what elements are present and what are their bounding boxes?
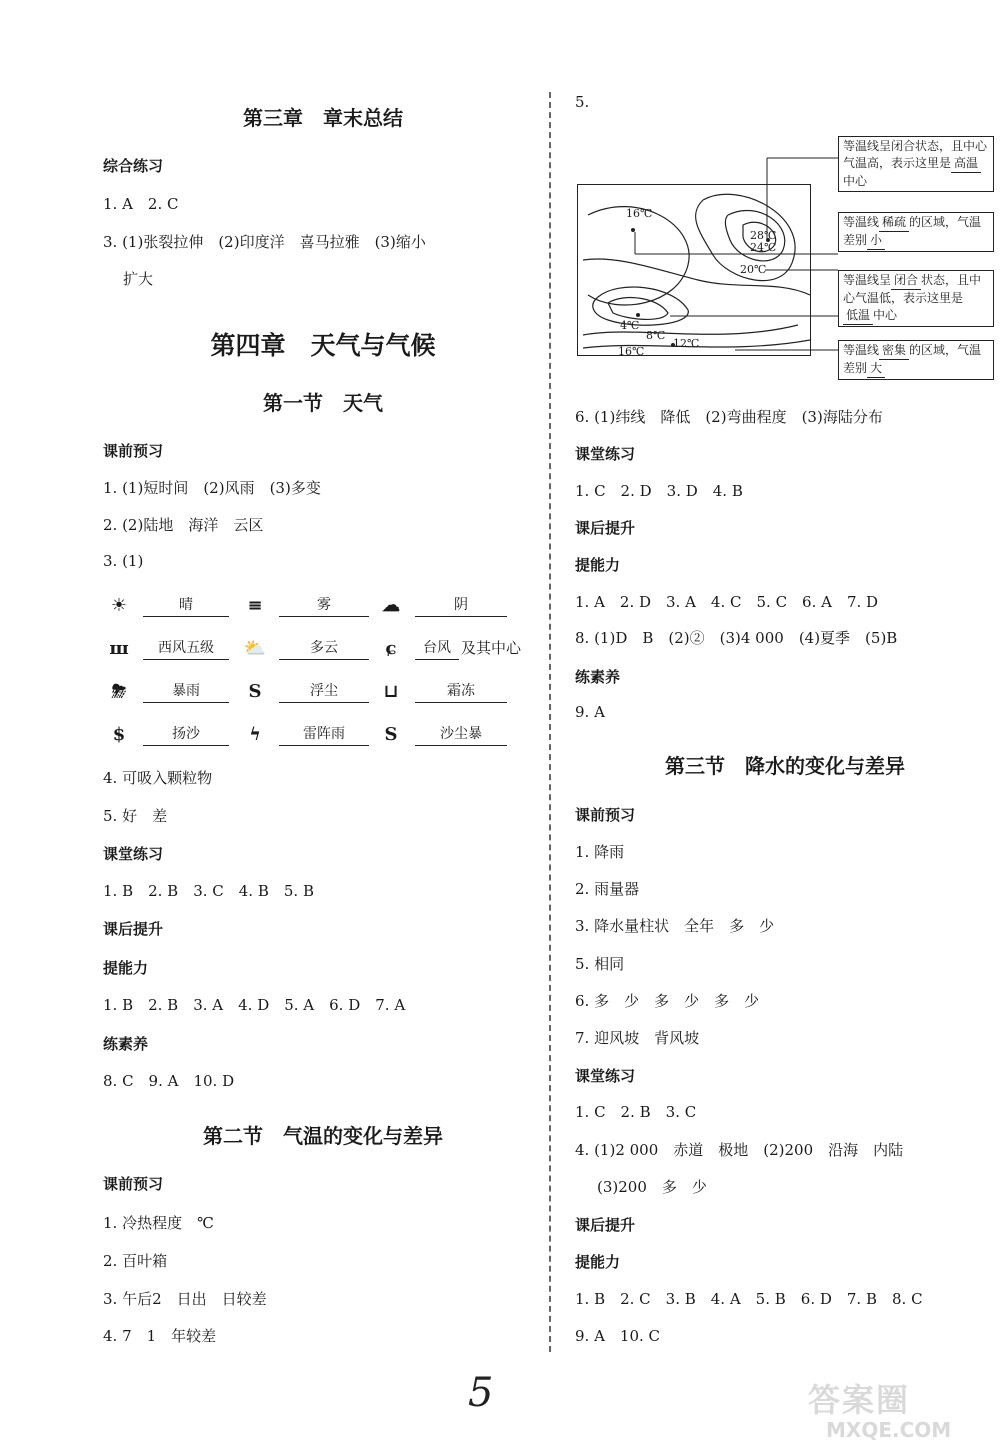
- cloudy-icon: ⛅: [243, 638, 267, 659]
- subheading-literacy: 练素养: [575, 668, 621, 686]
- answer-line: 4. (1)2 000 赤道 极地 (2)200 沿海 内陆: [575, 1141, 904, 1159]
- left-column: [103, 0, 543, 1445]
- answer-blank: 多云: [279, 637, 369, 660]
- answer-blank: 浮尘: [279, 680, 369, 703]
- answer-line: 3. 午后2 日出 日较差: [103, 1290, 267, 1308]
- symbol-row: [103, 637, 543, 669]
- frost-icon: ⊔: [383, 681, 399, 702]
- answer-line: 8. C 9. A 10. D: [103, 1072, 235, 1090]
- sandstorm-icon: S: [384, 724, 398, 745]
- sun-icon: ☀: [110, 595, 128, 616]
- answer-line: 1. C 2. D 3. D 4. B: [575, 482, 743, 500]
- page-number: 5: [468, 1370, 494, 1416]
- answer-line: 6. 多 少 多 少 多 少: [575, 992, 760, 1010]
- answer-line: 2. 雨量器: [575, 880, 640, 898]
- answer-line: 扩大: [123, 270, 154, 288]
- answer-line: 1. A 2. C: [103, 195, 179, 213]
- callout-leaders: [575, 150, 845, 390]
- dust-icon: S: [248, 681, 262, 702]
- answer-blank: 扬沙: [143, 723, 229, 746]
- thunderstorm-icon: ϟ: [249, 724, 261, 745]
- answer-blank: 沙尘暴: [415, 723, 507, 746]
- isotherm-label: 8℃: [646, 329, 666, 342]
- isotherm-label: 12℃: [673, 337, 700, 350]
- answer-line: 1. B 2. C 3. B 4. A 5. B 6. D 7. B 8. C: [575, 1290, 923, 1308]
- answer-blank: 暴雨: [143, 680, 229, 703]
- subheading-ability: 提能力: [575, 556, 621, 574]
- blowing-sand-icon: $: [112, 724, 126, 745]
- answer-blank: 雷阵雨: [279, 723, 369, 746]
- answer-blank: 台风: [415, 637, 459, 660]
- typhoon-icon: ɕ: [385, 638, 397, 659]
- isotherm-label: 24℃: [750, 241, 777, 254]
- overcast-icon: ☁: [382, 595, 400, 616]
- chapter-3-title: 第三章 章末总结: [243, 106, 403, 130]
- section-3-title: 第三节 降水的变化与差异: [665, 754, 905, 778]
- subheading-class: 课堂练习: [575, 445, 636, 463]
- answer-line: 4. 可吸入颗粒物: [103, 769, 213, 787]
- answer-blank: 晴: [143, 594, 229, 617]
- subheading-ability: 提能力: [575, 1253, 621, 1271]
- subheading-class: 课堂练习: [575, 1067, 636, 1085]
- isotherm-label: 16℃: [626, 207, 653, 220]
- wind-icon: ш: [109, 638, 129, 659]
- isotherm-label: 28℃: [750, 229, 777, 242]
- answer-line: 9. A 10. C: [575, 1327, 661, 1345]
- answer-line: 9. A: [575, 703, 605, 721]
- answer-line: 6. (1)纬线 降低 (2)弯曲程度 (3)海陆分布: [575, 408, 883, 426]
- symbol-row: [103, 723, 543, 755]
- answer-line: 1. 冷热程度 ℃: [103, 1214, 214, 1232]
- subheading-preview: 课前预习: [103, 1175, 164, 1193]
- subheading-preview: 课前预习: [575, 806, 636, 824]
- isotherm-label: 4℃: [620, 319, 640, 332]
- answer-line: 4. 7 1 年较差: [103, 1327, 217, 1345]
- answer-blank: 阴: [415, 594, 507, 617]
- answer-blank: 西风五级: [143, 637, 229, 660]
- typhoon-suffix: 及其中心: [461, 639, 522, 657]
- chapter-4-title: 第四章 天气与气候: [210, 331, 436, 360]
- watermark-logo: 答案圈: [808, 1381, 911, 1419]
- subheading-comprehensive: 综合练习: [103, 157, 164, 175]
- answer-line: 1. (1)短时间 (2)风雨 (3)多变: [103, 479, 321, 497]
- answer-line: (3)200 多 少: [597, 1178, 707, 1196]
- answer-line: 8. (1)D B (2)② (3)4 000 (4)夏季 (5)B: [575, 629, 898, 647]
- section-2-title: 第二节 气温的变化与差异: [203, 1124, 443, 1148]
- callout-high-temp: 等温线呈闭合状态，且中心气温高，表示这里是 高温中心: [838, 136, 994, 192]
- subheading-after: 课后提升: [575, 519, 636, 537]
- isotherm-label: 20℃: [740, 263, 767, 276]
- subheading-ability: 提能力: [103, 959, 149, 977]
- subheading-literacy: 练素养: [103, 1035, 149, 1053]
- subheading-preview: 课前预习: [103, 442, 164, 460]
- callout-sparse: 等温线 稀疏 的区域，气温差别 小: [838, 212, 994, 252]
- column-divider: [549, 92, 551, 1352]
- callout-dense: 等温线 密集 的区域，气温差别 大: [838, 340, 994, 380]
- answer-blank: 霜冻: [415, 680, 507, 703]
- symbol-row: [103, 594, 543, 626]
- figure-number: 5.: [575, 93, 590, 111]
- answer-line: 1. B 2. B 3. C 4. B 5. B: [103, 882, 314, 900]
- subheading-after: 课后提升: [575, 1216, 636, 1234]
- subheading-after: 课后提升: [103, 920, 164, 938]
- answer-line: 3. (1)张裂拉伸 (2)印度洋 喜马拉雅 (3)缩小: [103, 233, 426, 251]
- right-column: [575, 0, 995, 1445]
- callout-low-temp: 等温线呈 闭合 状态，且中心气温低，表示这里是低温 中心: [838, 270, 994, 327]
- answer-line: 2. 百叶箱: [103, 1252, 168, 1270]
- isotherm-label: 16℃: [618, 345, 645, 358]
- answer-line: 7. 迎风坡 背风坡: [575, 1029, 700, 1047]
- answer-blank: 雾: [279, 594, 369, 617]
- rainstorm-icon: ⛈: [111, 681, 127, 702]
- answer-line: 3. 降水量柱状 全年 多 少: [575, 917, 775, 935]
- answer-line: 1. A 2. D 3. A 4. C 5. C 6. A 7. D: [575, 593, 879, 611]
- answer-line: 5. 相同: [575, 955, 625, 973]
- fog-icon: ≡: [247, 595, 263, 616]
- watermark-url: MXQE.COM: [826, 1418, 952, 1442]
- symbol-row: [103, 680, 543, 712]
- answer-line: 1. C 2. B 3. C: [575, 1103, 697, 1121]
- answer-line: 1. 降雨: [575, 843, 625, 861]
- section-1-title: 第一节 天气: [263, 391, 383, 415]
- answer-line: 3. (1): [103, 552, 144, 570]
- answer-line: 1. B 2. B 3. A 4. D 5. A 6. D 7. A: [103, 996, 406, 1014]
- subheading-class: 课堂练习: [103, 845, 164, 863]
- answer-line: 2. (2)陆地 海洋 云区: [103, 516, 264, 534]
- answer-line: 5. 好 差: [103, 807, 168, 825]
